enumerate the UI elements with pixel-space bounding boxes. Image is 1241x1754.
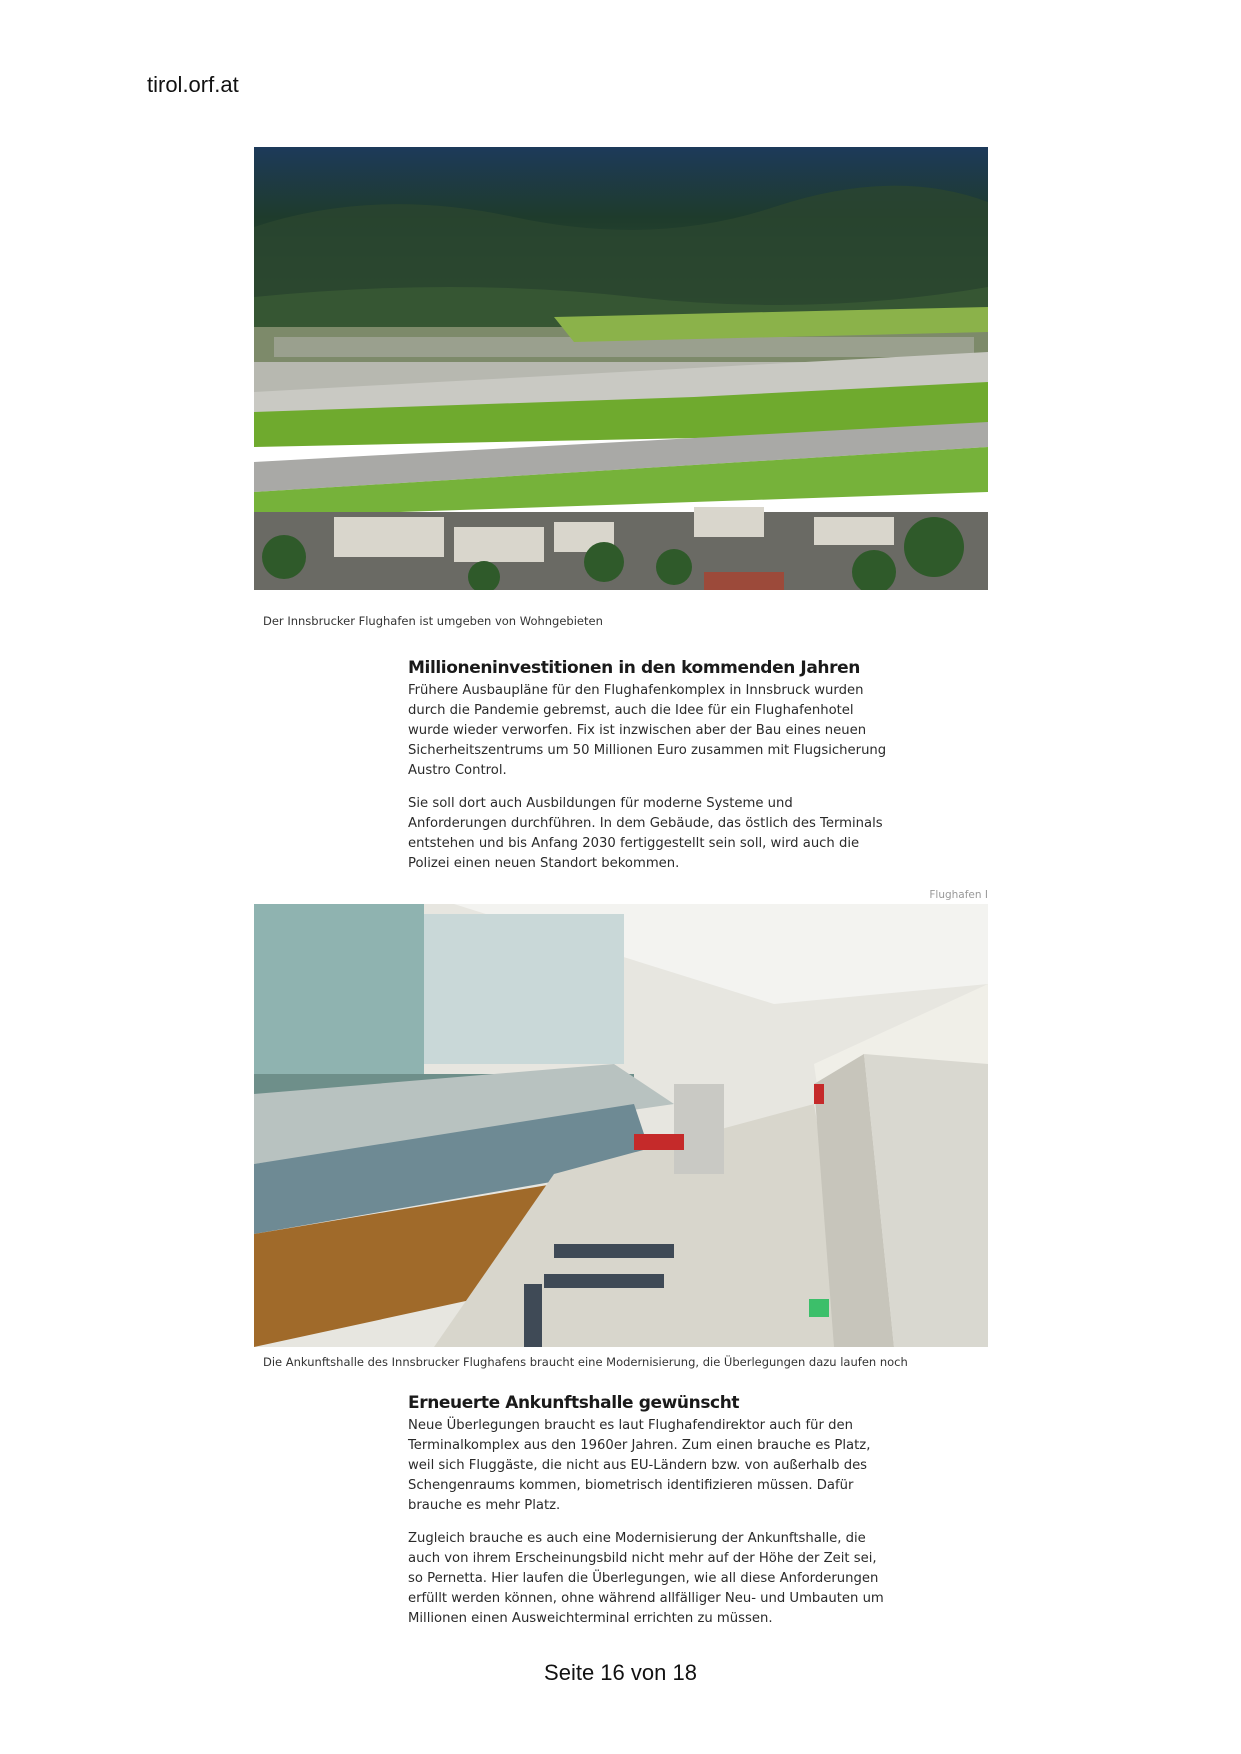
paragraph: Zugleich brauche es auch eine Modernisierung der Ankunftshalle, die auch von ihrem Erscheinungsbild nicht mehr auf der Höhe der Zeit sei, so Pernetta. Hier laufen die Überlegungen, wie all diese Anforderungen erfüllt werden können, ohne während allfälliger Neu- und Umbauten um Millionen einen Ausweichterminal errichten zu müssen. — [408, 1531, 884, 1626]
section-heading: Erneuerte Ankunftshalle gewünscht — [408, 1393, 740, 1413]
site-name: tirol.orf.at — [147, 72, 239, 97]
arrival-hall-photo — [254, 904, 988, 1347]
paragraph: Frühere Ausbaupläne für den Flughafenkomplex in Innsbruck wurden durch die Pandemie gebremst, auch die Idee für ein Flughafenhotel wurde wieder verworfen. Fix ist inzwischen aber der Bau eines neuen Sicherheitszentrums um 50 Millionen Euro zusammen mit Flugsicherung Austro Control. — [408, 683, 887, 778]
figure-caption: Die Ankunftshalle des Innsbrucker Flughafens braucht eine Modernisierung, die Überlegungen dazu laufen noch — [263, 1355, 908, 1369]
article-section — [408, 658, 888, 887]
aerial-airport-photo — [254, 147, 988, 590]
paragraph: Sie soll dort auch Ausbildungen für moderne Systeme und Anforderungen durchführen. In dem Gebäude, das östlich des Terminals entstehen und bis Anfang 2030 fertiggestellt sein soll, wird auch die Polizei einen neuen Standort bekommen. — [408, 796, 883, 871]
page-number: Seite 16 von 18 — [544, 1660, 697, 1685]
photo-credit: Flughafen I — [929, 889, 988, 901]
figure-caption: Der Innsbrucker Flughafen ist umgeben von Wohngebieten — [263, 614, 603, 628]
paragraph: Neue Überlegungen braucht es laut Flughafendirektor auch für den Terminalkomplex aus den 1960er Jahren. Zum einen brauche es Platz, weil sich Fluggäste, die nicht aus EU-Ländern bzw. von außerhalb des Schengenraums kommen, biometrisch identifizieren müssen. Dafür brauche es mehr Platz. — [408, 1418, 871, 1513]
section-heading: Millioneninvestitionen in den kommenden Jahren — [408, 658, 860, 678]
article-section — [408, 1393, 888, 1642]
